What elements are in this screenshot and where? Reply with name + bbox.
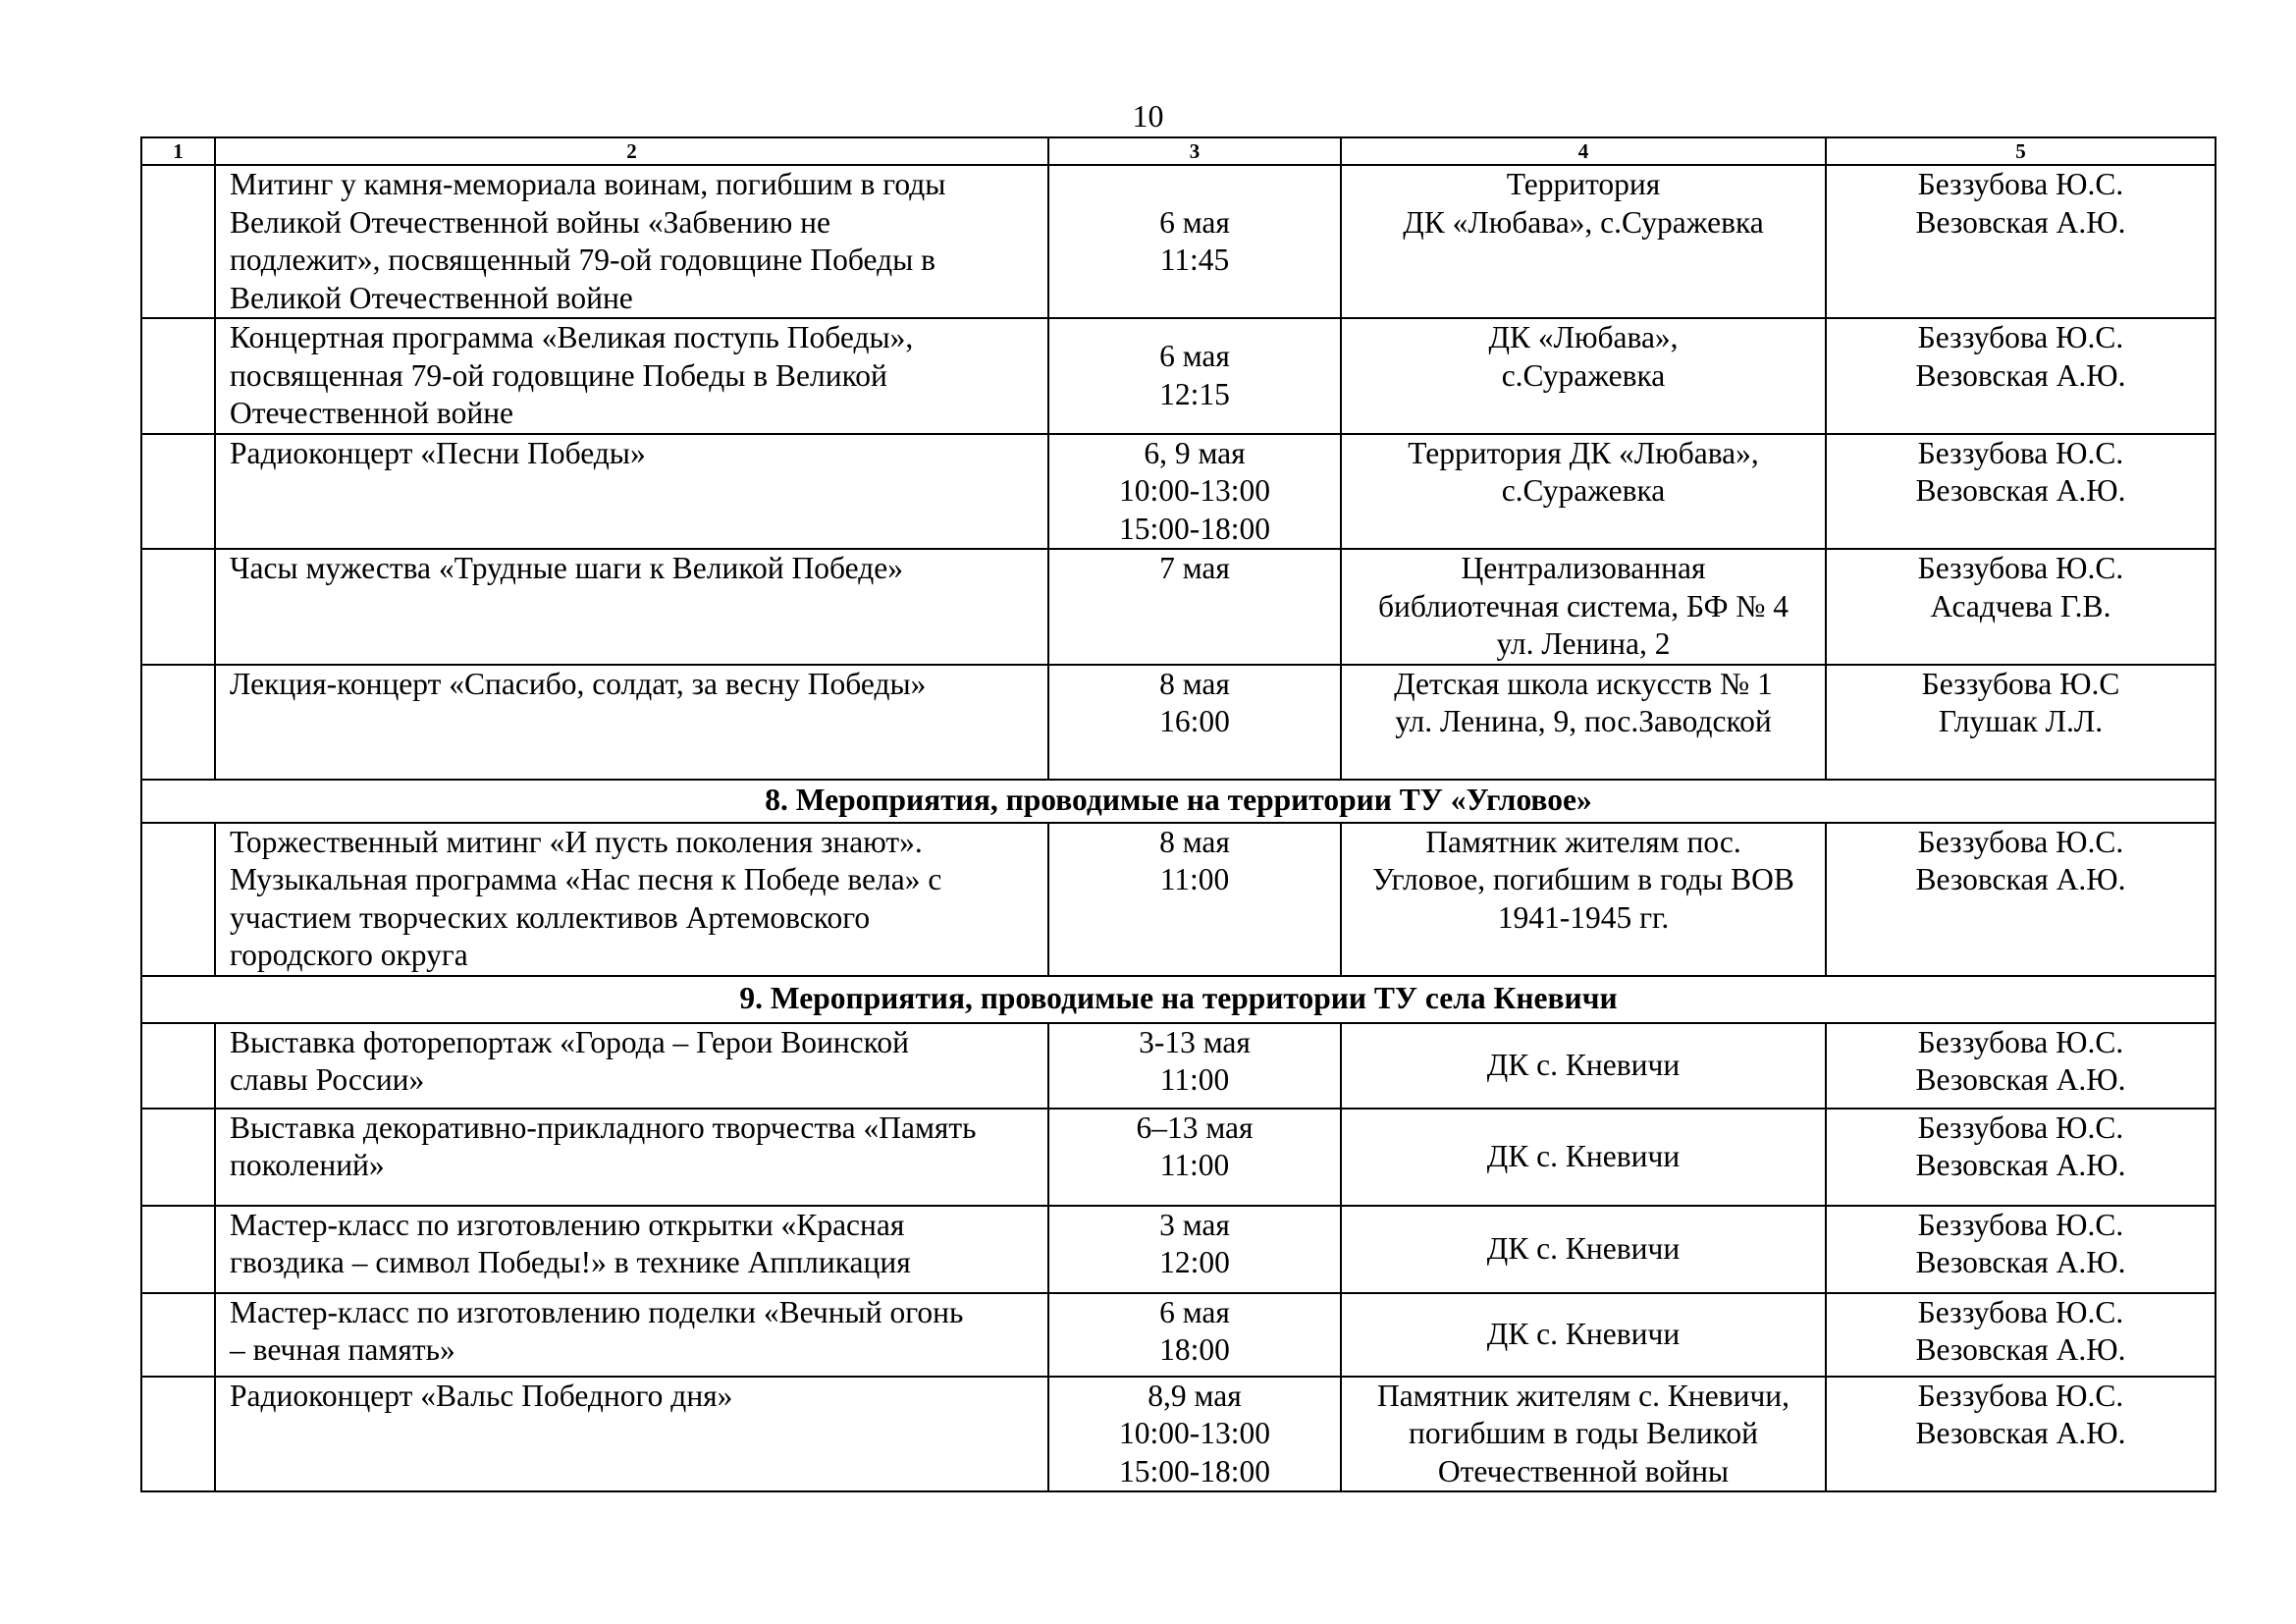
responsible-text: Беззубова Ю.С. [1917, 1110, 2124, 1145]
row-number-cell [141, 665, 215, 780]
table-row [141, 1293, 2216, 1377]
responsible-text: Беззубова Ю.С. [1917, 1024, 2124, 1059]
event-text: Радиоконцерт «Песни Победы» [230, 435, 646, 470]
time-text: 10:00-13:00 [1119, 473, 1270, 508]
event-cell [215, 434, 1048, 550]
event-text: Выставка декоративно-прикладного творчества «Память [230, 1110, 977, 1145]
column-header: 3 [1048, 137, 1341, 165]
place-cell [1341, 1293, 1826, 1377]
page-number: 10 [1132, 98, 1164, 134]
place-text: библиотечная система, БФ № 4 [1377, 588, 1789, 623]
date-cell [1048, 1377, 1341, 1492]
place-text: ДК «Любава», [1488, 320, 1679, 354]
event-text: Великой Отечественной войне [230, 280, 633, 315]
table-row [141, 1377, 2216, 1492]
date-text: 6 мая [1159, 339, 1230, 374]
responsible-cell [1826, 434, 2216, 550]
row-number-cell [141, 1293, 215, 1377]
place-cell [1341, 823, 1826, 976]
row-number-cell [141, 1109, 215, 1206]
column-header: 2 [215, 137, 1048, 165]
column-header: 5 [1826, 137, 2216, 165]
date-cell [1048, 318, 1341, 434]
table-row [141, 1109, 2216, 1206]
column-header: 4 [1341, 137, 1826, 165]
place-text: Территория ДК «Любава», [1408, 435, 1759, 470]
responsible-cell [1826, 665, 2216, 780]
responsible-cell [1826, 1206, 2216, 1293]
responsible-text: Беззубова Ю.С. [1917, 167, 2124, 201]
date-cell [1048, 549, 1341, 665]
responsible-text: Беззубова Ю.С. [1917, 1378, 2124, 1413]
event-text: Концертная программа «Великая поступь Победы», [230, 320, 914, 354]
place-text: ДК с. Кневичи [1486, 1230, 1681, 1266]
row-number-cell [141, 165, 215, 318]
table-row [141, 318, 2216, 434]
table-row [141, 665, 2216, 780]
row-number-cell [141, 1206, 215, 1293]
table-row [141, 434, 2216, 550]
responsible-text: Глушак Л.Л. [1938, 704, 2104, 738]
event-cell [215, 165, 1048, 318]
place-cell [1341, 1109, 1826, 1206]
row-number-cell [141, 1377, 215, 1492]
event-text: славы России» [230, 1062, 425, 1097]
table-row [141, 549, 2216, 665]
responsible-text: Везовская А.Ю. [1915, 204, 2126, 240]
time-text: 12:00 [1159, 1245, 1230, 1279]
event-cell [215, 1206, 1048, 1293]
responsible-cell [1826, 318, 2216, 434]
event-text: – вечная память» [230, 1332, 455, 1367]
responsible-text: Беззубова Ю.С. [1917, 1207, 2124, 1242]
date-text: 8,9 мая [1148, 1378, 1242, 1413]
date-text: 8 мая [1159, 824, 1230, 859]
event-text: поколений» [230, 1148, 385, 1182]
responsible-text: Беззубова Ю.С. [1917, 320, 2124, 354]
date-cell [1048, 823, 1341, 976]
date-cell [1048, 1109, 1341, 1206]
event-text: городского округа [230, 938, 468, 972]
row-number-cell [141, 549, 215, 665]
event-cell [215, 1293, 1048, 1377]
place-text: с.Суражевка [1501, 357, 1666, 393]
time-text: 16:00 [1159, 704, 1230, 738]
row-number-cell [141, 318, 215, 434]
event-text: участием творческих коллективов Артемовского [230, 899, 871, 935]
responsible-text: Везовская А.Ю. [1915, 862, 2126, 896]
responsible-text: Беззубова Ю.С. [1917, 824, 2124, 859]
event-text: Музыкальная программа «Нас песня к Победе вела» с [230, 862, 942, 896]
column-header: 1 [141, 137, 215, 165]
table-row [141, 1206, 2216, 1293]
place-cell [1341, 434, 1826, 550]
responsible-text: Везовская А.Ю. [1915, 1148, 2126, 1182]
event-text: гвоздика – символ Победы!» в технике Аппликация [230, 1245, 911, 1279]
time-text: 11:00 [1159, 1062, 1230, 1097]
time-text: 15:00-18:00 [1119, 511, 1270, 546]
event-text: Митинг у камня-мемориала воинам, погибшим в годы [230, 167, 946, 201]
event-text: Часы мужества «Трудные шаги к Великой Победе» [230, 551, 903, 585]
responsible-text: Везовская А.Ю. [1915, 1416, 2126, 1450]
event-text: Великой Отечественной войны «Забвению не [230, 204, 831, 240]
event-cell [215, 665, 1048, 780]
date-text: 7 мая [1159, 551, 1230, 585]
event-cell [215, 823, 1048, 976]
place-text: 1941-1945 гг. [1497, 899, 1670, 935]
responsible-cell [1826, 1377, 2216, 1492]
responsible-text: Беззубова Ю.С [1921, 666, 2120, 701]
responsible-cell [1826, 1023, 2216, 1109]
date-text: 6, 9 мая [1144, 435, 1246, 470]
row-number-cell [141, 823, 215, 976]
table-row [141, 1023, 2216, 1109]
section-header-row [141, 780, 2216, 823]
row-number-cell [141, 434, 215, 550]
date-text: 8 мая [1159, 666, 1230, 701]
date-cell [1048, 434, 1341, 550]
time-text: 18:00 [1159, 1332, 1230, 1367]
event-cell [215, 1109, 1048, 1206]
event-text: Мастер-класс по изготовлению поделки «Вечный огонь [230, 1294, 964, 1329]
date-cell [1048, 1293, 1341, 1377]
responsible-text: Беззубова Ю.С. [1917, 1294, 2124, 1329]
place-text: Территория [1506, 167, 1661, 201]
responsible-text: Везовская А.Ю. [1915, 473, 2126, 508]
place-text: погибшим в годы Великой [1408, 1416, 1758, 1450]
place-text: Отечественной войны [1437, 1453, 1730, 1489]
place-cell [1341, 1023, 1826, 1109]
place-text: с.Суражевка [1501, 473, 1666, 508]
place-cell [1341, 665, 1826, 780]
event-text: Отечественной войне [230, 396, 514, 430]
responsible-text: Везовская А.Ю. [1915, 1245, 2126, 1279]
event-cell [215, 1377, 1048, 1492]
date-text: 3-13 мая [1139, 1024, 1251, 1059]
place-text: ДК с. Кневичи [1486, 1138, 1681, 1173]
date-cell [1048, 1023, 1341, 1109]
events-table [140, 136, 2216, 1492]
event-text: Лекция-концерт «Спасибо, солдат, за весну Победы» [230, 666, 927, 701]
event-text: Радиоконцерт «Вальс Победного дня» [230, 1378, 733, 1413]
place-cell [1341, 318, 1826, 434]
responsible-cell [1826, 165, 2216, 318]
table-row [141, 165, 2216, 318]
event-text: посвященная 79-ой годовщине Победы в Великой [230, 357, 887, 393]
date-text: 6–13 мая [1136, 1110, 1254, 1145]
place-cell [1341, 549, 1826, 665]
section-title: 8. Мероприятия, проводимые на территории ТУ «Угловое» [141, 780, 2216, 823]
place-cell [1341, 1377, 1826, 1492]
date-cell [1048, 665, 1341, 780]
responsible-cell [1826, 1293, 2216, 1377]
responsible-text: Беззубова Ю.С. [1917, 551, 2124, 585]
responsible-cell [1826, 823, 2216, 976]
place-text: ул. Ленина, 9, пос.Заводской [1395, 704, 1772, 738]
responsible-cell [1826, 549, 2216, 665]
place-text: ДК с. Кневичи [1486, 1316, 1681, 1351]
responsible-cell [1826, 1109, 2216, 1206]
event-cell [215, 318, 1048, 434]
responsible-text: Беззубова Ю.С. [1917, 435, 2124, 470]
date-text: 6 мая [1159, 204, 1230, 240]
time-text: 15:00-18:00 [1119, 1453, 1270, 1489]
time-text: 11:45 [1159, 243, 1230, 277]
time-text: 11:00 [1159, 862, 1230, 896]
responsible-text: Асадчева Г.В. [1930, 588, 2111, 623]
event-text: Торжественный митинг «И пусть поколения знают». [230, 824, 923, 859]
place-text: Детская школа искусств № 1 [1394, 666, 1773, 701]
event-cell [215, 1023, 1048, 1109]
time-text: 10:00-13:00 [1119, 1416, 1270, 1450]
responsible-text: Везовская А.Ю. [1915, 1332, 2126, 1367]
place-text: ДК «Любава», с.Суражевка [1403, 204, 1764, 240]
row-number-cell [141, 1023, 215, 1109]
date-text: 3 мая [1159, 1207, 1230, 1242]
event-text: Мастер-класс по изготовлению открытки «Красная [230, 1207, 905, 1242]
time-text: 12:15 [1159, 376, 1230, 411]
place-text: ул. Ленина, 2 [1496, 626, 1671, 661]
responsible-text: Везовская А.Ю. [1915, 1062, 2126, 1097]
section-title: 9. Мероприятия, проводимые на территории ТУ села Кневичи [141, 976, 2216, 1023]
date-cell [1048, 165, 1341, 318]
place-text: Памятник жителям с. Кневичи, [1376, 1378, 1790, 1413]
section-header-row [141, 976, 2216, 1023]
event-text: подлежит», посвященный 79-ой годовщине Победы в [230, 243, 936, 277]
column-number-row [141, 137, 2216, 165]
place-text: Памятник жителям пос. [1425, 824, 1741, 859]
event-cell [215, 549, 1048, 665]
place-cell [1341, 1206, 1826, 1293]
responsible-text: Везовская А.Ю. [1915, 357, 2126, 393]
place-text: Централизованная [1461, 551, 1706, 585]
date-cell [1048, 1206, 1341, 1293]
date-text: 6 мая [1159, 1294, 1230, 1329]
table-row [141, 823, 2216, 976]
place-cell [1341, 165, 1826, 318]
time-text: 11:00 [1159, 1148, 1230, 1182]
event-text: Выставка фоторепортаж «Города – Герои Воинской [230, 1024, 909, 1059]
place-text: ДК с. Кневичи [1486, 1047, 1681, 1082]
place-text: Угловое, погибшим в годы ВОВ [1372, 862, 1794, 896]
